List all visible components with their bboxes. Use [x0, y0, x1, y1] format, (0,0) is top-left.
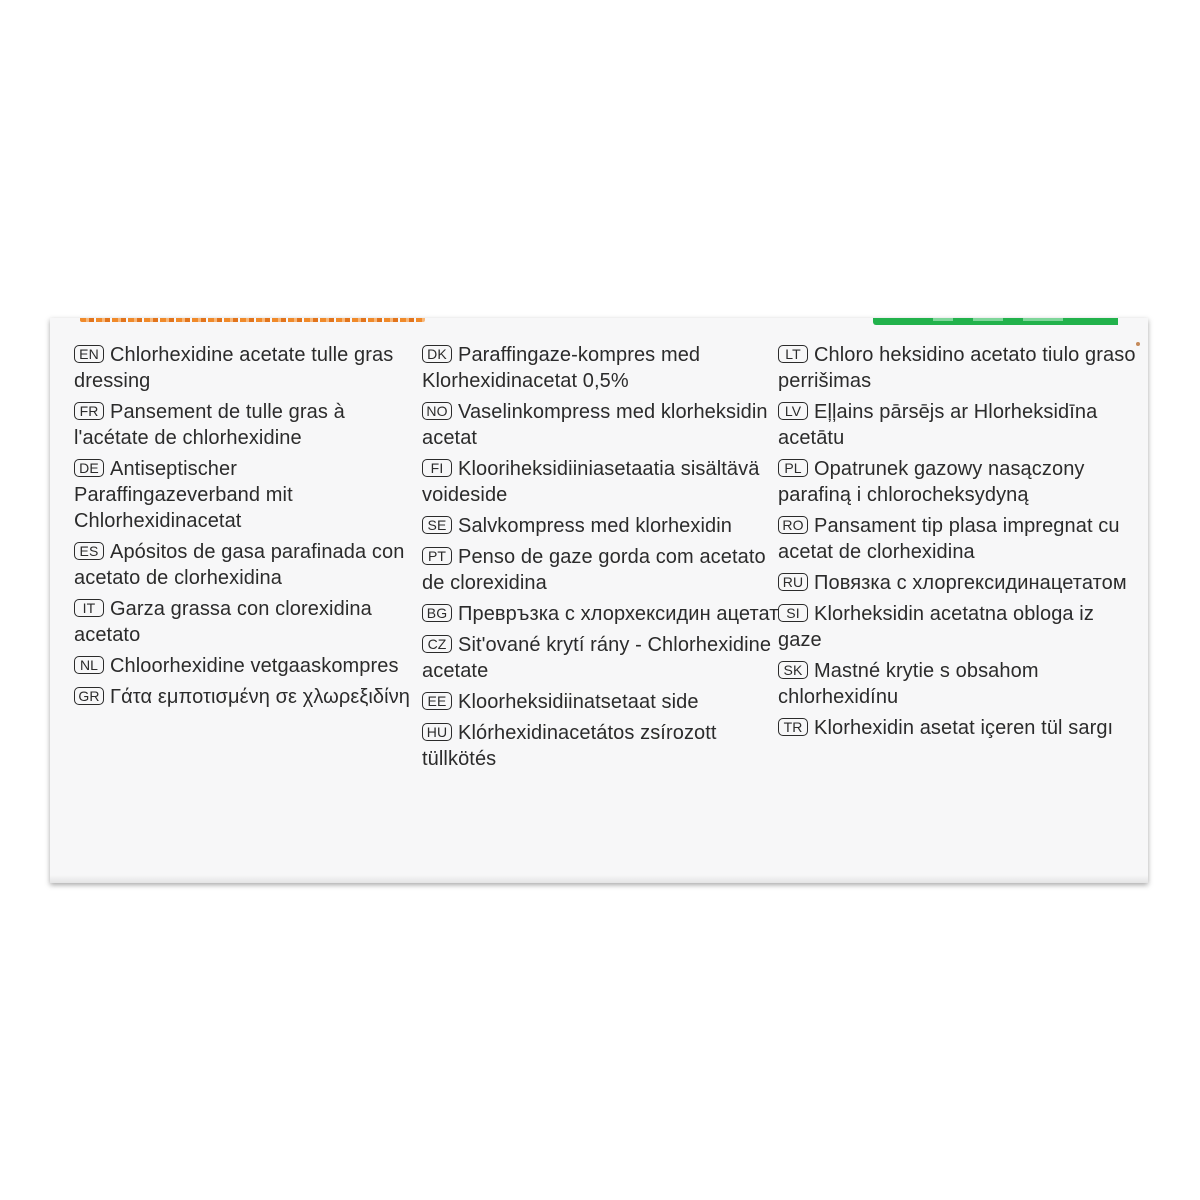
language-entry	[778, 456, 1138, 508]
language-text: Eļļains pārsējs ar Hlorheksidīna acetātu	[778, 401, 1098, 449]
language-code-badge: SE	[422, 516, 452, 534]
language-text: Klooriheksidiiniasetaatia sisältävä voideside	[422, 458, 760, 506]
language-entry	[778, 513, 1138, 565]
language-column-2	[422, 342, 782, 777]
language-text: Antiseptischer Paraffingazeverband mit Chlorhexidinacetat	[74, 458, 293, 532]
language-code-badge: BG	[422, 604, 452, 622]
language-column-1	[74, 342, 419, 715]
language-entry	[422, 601, 782, 627]
language-entry	[422, 632, 782, 684]
language-text: Garza grassa con clorexidina acetato	[74, 598, 372, 646]
language-entry	[74, 653, 419, 679]
language-entry	[74, 596, 419, 648]
language-text: Sit'ované krytí rány - Chlorhexidine acetate	[422, 634, 772, 682]
language-code-badge: LV	[778, 402, 808, 420]
language-entry	[74, 399, 419, 451]
package-panel	[50, 318, 1148, 883]
language-entry	[778, 342, 1138, 394]
language-code-badge: PT	[422, 547, 452, 565]
language-code-badge: SI	[778, 604, 808, 622]
language-code-badge: RU	[778, 573, 808, 591]
language-entry	[422, 720, 782, 772]
language-text: Apósitos de gasa parafinada con acetato de clorhexidina	[74, 541, 405, 589]
language-text: Γάτα εμποτισμένη σε χλωρεξιδίνη	[110, 686, 411, 708]
language-entry	[778, 715, 1138, 741]
language-text: Opatrunek gazowy nasączony parafiną i chlorocheksydyną	[778, 458, 1085, 506]
language-entry	[422, 689, 782, 715]
language-entry	[422, 399, 782, 451]
language-code-badge: FR	[74, 402, 104, 420]
language-code-badge: PL	[778, 459, 808, 477]
language-code-badge: FI	[422, 459, 452, 477]
language-text: Vaselinkompress med klorheksidin acetat	[422, 401, 768, 449]
language-text: Salvkompress med klorhexidin	[458, 515, 733, 537]
language-text: Chlorhexidine acetate tulle gras dressing	[74, 344, 394, 392]
orange-brand-text-strip	[80, 318, 425, 325]
green-brand-strip	[873, 318, 1118, 325]
language-text: Pansement de tulle gras à l'acétate de chlorhexidine	[74, 401, 345, 449]
language-code-badge: GR	[74, 687, 104, 705]
language-code-badge: NL	[74, 656, 104, 674]
language-entry	[74, 456, 419, 534]
language-entry	[778, 601, 1138, 653]
language-text: Pansament tip plasa impregnat cu acetat de clorhexidina	[778, 515, 1120, 563]
language-entry	[422, 513, 782, 539]
language-text: Paraffingaze-kompres med Klorhexidinacetat 0,5%	[422, 344, 701, 392]
language-code-badge: IT	[74, 599, 104, 617]
language-entry	[422, 544, 782, 596]
language-entry	[422, 456, 782, 508]
language-code-badge: SK	[778, 661, 808, 679]
language-entry	[422, 342, 782, 394]
language-text: Klorhexidin asetat içeren tül sargı	[814, 717, 1114, 739]
language-entry	[74, 539, 419, 591]
language-entry	[778, 570, 1138, 596]
language-entry	[778, 658, 1138, 710]
language-text: Mastné krytie s obsahom chlorhexidínu	[778, 660, 1039, 708]
language-entry	[74, 342, 419, 394]
panel-bottom-shadow	[50, 875, 1148, 883]
language-text: Chloro heksidino acetato tiulo graso perrišimas	[778, 344, 1136, 392]
language-code-badge: NO	[422, 402, 452, 420]
language-code-badge: LT	[778, 345, 808, 363]
language-text: Повязка с хлоргексидинацетатом	[814, 572, 1127, 594]
language-entry	[74, 684, 419, 710]
language-text: Превръзка с хлорхексидин ацетат	[458, 603, 779, 625]
language-text: Penso de gaze gorda com acetato de clorexidina	[422, 546, 766, 594]
language-code-badge: DK	[422, 345, 452, 363]
language-text: Chloorhexidine vetgaaskompres	[110, 655, 399, 677]
language-code-badge: HU	[422, 723, 452, 741]
language-entry	[778, 399, 1138, 451]
language-code-badge: RO	[778, 516, 808, 534]
language-code-badge: EN	[74, 345, 104, 363]
language-code-badge: EE	[422, 692, 452, 710]
language-code-badge: ES	[74, 542, 104, 560]
language-column-3	[778, 342, 1138, 746]
language-text: Klorheksidin acetatna obloga iz gaze	[778, 603, 1094, 651]
language-code-badge: TR	[778, 718, 808, 736]
language-text: Klórhexidinacetátos zsírozott tüllkötés	[422, 722, 717, 770]
language-text: Kloorheksidiinatsetaat side	[458, 691, 699, 713]
language-code-badge: CZ	[422, 635, 452, 653]
language-code-badge: DE	[74, 459, 104, 477]
